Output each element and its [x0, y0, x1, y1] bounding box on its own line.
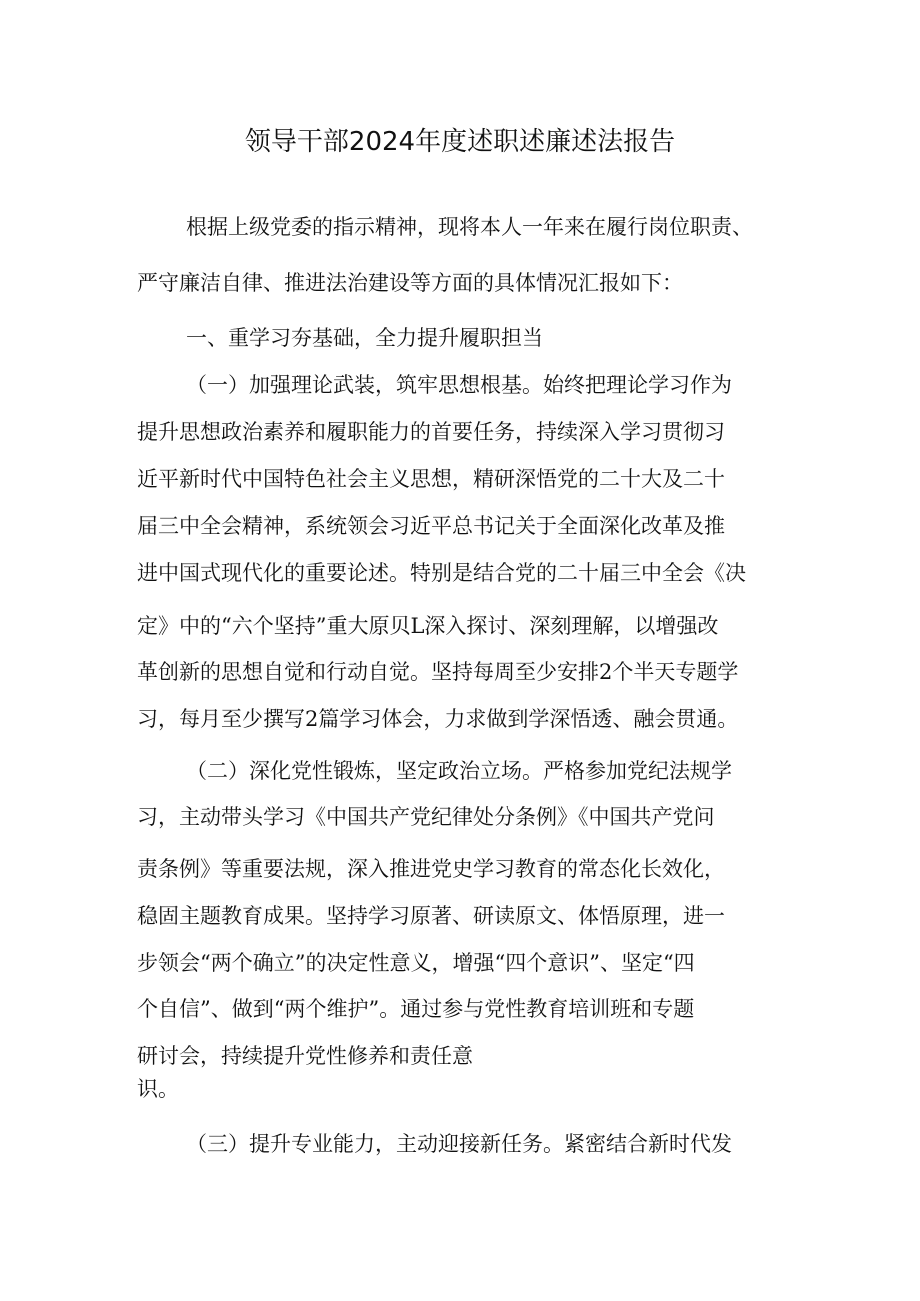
paragraph-line: 革创新的思想自觉和行动自觉。坚持每周至少安排2个半天专题学 — [137, 660, 739, 684]
paragraph-line: （一）加强理论武装，筑牢思想根基。始终把理论学习作为 — [186, 373, 732, 397]
paragraph-line: 个自信”、做到“两个维护”。通过参与党性教育培训班和专题 — [137, 997, 695, 1021]
paragraph-line: 近平新时代中国特色社会主义思想，精研深悟党的二十大及二十 — [137, 467, 725, 491]
paragraph-line: 步领会“两个确立”的决定性意义，增强“四个意识”、坚定“四 — [137, 951, 695, 975]
paragraph-line: 根据上级党委的指示精神，现将本人一年来在履行岗位职责、 — [186, 215, 753, 239]
document-title: 领导干部2024年度述职述廉述法报告 — [244, 127, 676, 157]
paragraph-line: 习，每月至少撰写2篇学习体会，力求做到学深悟透、融会贯通。 — [137, 707, 739, 731]
paragraph-line: 习，主动带头学习《中国共产党纪律处分条例》《中国共产党问 — [137, 805, 715, 829]
paragraph-line: 责条例》等重要法规，深入推进党史学习教育的常态化长效化， — [137, 857, 725, 881]
paragraph-line: 定》中的“六个坚持”重大原贝L深入探讨、深刻理解，以增强改 — [137, 614, 719, 638]
paragraph-line: 严守廉洁自律、推进法治建设等方面的具体情况汇报如下： — [137, 271, 683, 295]
paragraph-line: 进中国式现代化的重要论述。特别是结合党的二十届三中全会《决 — [137, 561, 746, 585]
paragraph-line: 稳固主题教育成果。坚持学习原著、研读原文、体悟原理，进一 — [137, 904, 725, 928]
paragraph-line: （三）提升专业能力，主动迎接新任务。紧密结合新时代发 — [186, 1132, 732, 1156]
paragraph-line: （二）深化党性锻炼，坚定政治立场。严格参加党纪法规学 — [186, 759, 732, 783]
paragraph-line: 识。 — [137, 1077, 179, 1101]
paragraph-line: 提升思想政治素养和履职能力的首要任务，持续深入学习贯彻习 — [137, 420, 725, 444]
paragraph-line: 届三中全会精神，系统领会习近平总书记关于全面深化改革及推 — [137, 514, 725, 538]
paragraph-line: 研讨会，持续提升党性修养和责任意 — [137, 1044, 473, 1068]
section-heading: 一、重学习夯基础，全力提升履职担当 — [186, 326, 543, 350]
